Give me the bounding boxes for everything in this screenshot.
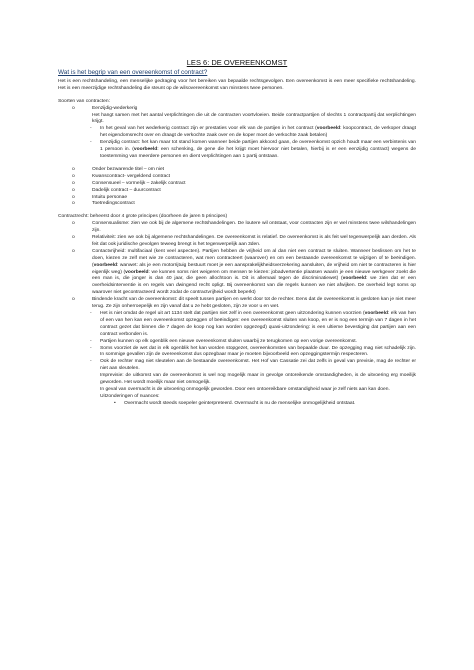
list-item-soms <box>90 346 416 360</box>
paragraph: Bindende kracht van de overeenkomst: dit speelt tussen partijen en werkt door tot de rechter. Eens dat de overeenkomst is gesloten kan je niet meer terug. Ze zijn onherroepelijk en zijn vanaf dat u ze hebt gesloten, zijn ze voor u en wet. <box>92 297 416 310</box>
list-item <box>72 181 416 188</box>
list-item <box>72 201 416 208</box>
list-item-bindende-kracht <box>72 297 416 311</box>
intro-paragraph: Het is een rechtshandeling, een menselijke gedraging voor het bereiken van bepaalde rechtsgevolgen. Een overeenkomst is een meer specifieke rechtshandeling. Het is een meerzijdige rechtshandeling die steunt op de wilsovereenkomst van minstens twee personen. <box>58 78 416 91</box>
paragraph: In het geval van het wederkerig contract zijn er prestaties voor elk van de partijen in het contract (voorbeeld: koopcontract, de verkoper draagt het eigendomsrecht over en draagt de verkochte zaak over en de koper moet de verkochte zaak betalen) <box>100 126 416 139</box>
paragraph: Consensualisme: zien we ook bij de algemene rechtshandelingen. De loutere wil ontstaat, voor contracten zijn er wel minstens twee wilshandelingen zijn. <box>92 221 416 234</box>
list-item-overmacht <box>114 401 416 408</box>
list-item-art1134 <box>90 311 416 339</box>
section-heading: Wat is het begrip van een overeenkomst of contract? <box>58 69 208 76</box>
bullet-o-icon: o <box>72 180 75 186</box>
list-item-consensualisme <box>72 221 416 235</box>
paragraph: Overmacht wordt steeds soepeler geinterpreteerd. Overmacht is nu de menselijke onmogelijkheid ontstaat. <box>124 400 356 406</box>
document-body <box>58 70 416 408</box>
bullet-o-icon: o <box>72 173 75 179</box>
list-item <box>72 167 416 174</box>
paragraph: Het hangt samen met het aantal verplichtingen die uit de contracten voortvloeien. Beide contractpartijen of slechts 1 contractpartij dat verplichtingen krijgt. <box>92 112 416 125</box>
page-title: LES 6: DE OVEREENKOMST <box>186 58 288 67</box>
dash-icon: - <box>90 311 92 316</box>
list-item <box>72 174 416 181</box>
contractrecht-label: Contractrecht: beheerst door 4 grote principes (doorheen de jaren 5 principes) <box>58 214 228 220</box>
list-item-relativiteit <box>72 235 416 249</box>
list-item-label: Intuitu personae <box>92 194 128 200</box>
list-item-contactvrijheid <box>72 249 416 297</box>
list-item-wederkerig <box>90 126 416 140</box>
bullet-o-icon: o <box>72 235 75 241</box>
bullet-o-icon: o <box>72 105 75 111</box>
dash-icon: - <box>90 345 92 351</box>
dash-icon: - <box>90 140 92 146</box>
list-item-label: Onder bezwarende titel – om niet <box>92 166 165 172</box>
list-item-label: Eenzijdig-wederkerig <box>92 105 138 111</box>
soorten-label: Soorten van contracten: <box>58 98 110 104</box>
list-item-rechter <box>90 359 416 400</box>
list-item-label: Dadelijk contract – duurcontract <box>92 187 161 193</box>
list-item-partijen <box>90 339 416 346</box>
dash-icon: - <box>90 359 92 365</box>
paragraph: Ook de rechter mag niet sleutelen aan de bestaande overeenkomst. Het Hof van Cassatie zei dat zelfs in geval van previsie, mag de rechter er niet aan sleutelen. Imprevisie: de uitkomst van de overeenkomst is wel nog mogelijk maar in gevolge ontoreikende omstandigheden, is de uitvoering erg moeilijk geworden. Het wordt moeilijk maar niet onmogelijk. In geval van overmacht is de uitvoering onmogelijk geworden. Door een ontoereikbare omstandigheid waar je zelf niets aan kan doen. Uitzonderingen of nuances: <box>100 359 416 399</box>
soorten-list <box>58 167 416 208</box>
list-item-label: Toetredingscontract <box>92 201 135 207</box>
bullet-o-icon: o <box>72 297 75 303</box>
bullet-o-icon: o <box>72 201 75 207</box>
list-item-eenzijdig-text <box>72 113 416 127</box>
paragraph: Eenzijdig contract: het kan maar tot stand komen wanneer beide partijen akkoord gaan, de overeenkomst opzich houdt maar een verbintenis van 1 persoon in. (voorbeeld: een schenking, de gene die het krijgt moet hiervoor niet betalen, hierbij is er een eenzijdig contract) wegens de toestemming van meerdere personen en dient verplichtingen aan 1 partij ontstaan. <box>100 140 416 159</box>
bullet-o-icon: o <box>72 221 75 227</box>
paragraph: Partijen kunnen op elk ogenblik een nieuwe overeenkomst sluiten waarbij ze terugkomen op een vorige overeenkomst. <box>100 338 357 344</box>
bullet-o-icon: o <box>72 166 75 172</box>
dash-icon: - <box>90 126 92 132</box>
bullet-o-icon: o <box>72 187 75 193</box>
list-item-eenzijdig-contract <box>90 140 416 161</box>
list-item <box>72 188 416 195</box>
list-item-eenzijdig <box>72 106 416 113</box>
bullet-o-icon: o <box>72 248 75 254</box>
bullet-o-icon: o <box>72 194 75 200</box>
list-item-label: Kwanscontract- vergeldend contract <box>92 173 171 179</box>
dash-icon: - <box>90 338 92 344</box>
paragraph: Contactvrijheid: multifaciaal (kent veel aspecten). Partijen hebben de vrijheid om al dan niet een contract te sluiten. Wanneer beslissen om het te doen, kiezen ze zelf met wie ze contracteren, wat men contracteert (waarover) en om een bestaande overeenkomst te wijzigen of te beëindigen. (voorbeeld: wanwet: als je een motorrijtuig bestuurt moet je een aansprakelijkheidsverzekering aansluiten, de vrijheid om niet te contracteren is hier eigenlijk weg) (voorbeeld: we kunnen soms niet weigeren om mensen te kiezen: jobadvertentie plaatsen waarin je een nieuwe werkgever zoekt die een man is, die jonger is dan 40 jaar, die geen allochtoon is. Dit is allemaal tegen de discriminatiewet) (voorbeeld: we zien dat er een overheidsinterventie is en regels van dwingend recht opligt. Bij overeenkomst van die regels kunnen we niet afwijken. De overheid legt soms op waarover niet gecontracteerd wordt zodat de contractvrijheid wordt beperkt) <box>92 248 416 296</box>
list-item-label: Consensueel – vormelijk – zakelijk contract <box>92 180 186 186</box>
paragraph: Soms voorziet de wet dat in elk ogenblik het kan worden stopgezet, overeenkomsten van bepaalde duur. De opzegging mag niet schadelijk zijn. In sommige gevallen zijn de overeenkomst dus opzegbaar maar je moeten bijvoorbeeld een opzeggingstermijn respecteren. <box>100 345 416 358</box>
bullet-dot-icon: • <box>114 400 116 406</box>
paragraph: Het is niet omdat de regel uit art 1134 stelt dat partijen niet zelf in een overeenkomst geen uitzondering kunnen voorzien (voorbeeld: elk van hen of een van hen kan een overeenkomst opzeggen of beëindigen: een overeenkomst sluiten van koop, en er is nog een termijn van 7 dagen in het contract gezet dat binnen die 7 dagen de koop nog kan worden opgezegd) quasi-uitzondering: is een ultieme bevestiging dat partijen aan een contract verbonden is. <box>100 311 417 337</box>
paragraph: Relativiteit: zien we ook bij algemene rechtshandelingen. De overeenkomst is relatief. De overeenkomst is als feit wel tegenwerpelijk aan derden. Als feit dat ook juridische gevolgen teweeg brengt is het tegenwerpelijk aan 3den. <box>92 235 416 247</box>
